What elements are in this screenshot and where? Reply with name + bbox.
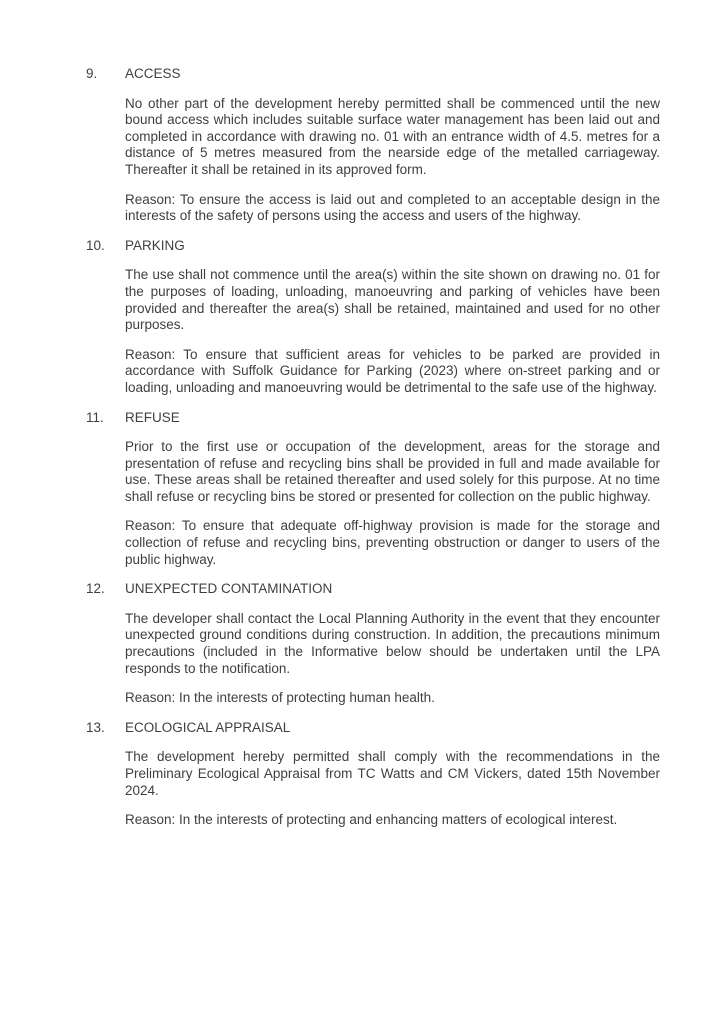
section-number: 12. bbox=[86, 581, 105, 597]
section-title: ACCESS bbox=[125, 66, 181, 81]
reason-paragraph: Reason: To ensure the access is laid out and completed to an acceptable design in the interests of the safety of persons using the access and users of the highway. bbox=[125, 191, 660, 224]
reason-paragraph: Reason: To ensure that sufficient areas for vehicles to be parked are provided in accordance with Suffolk Guidance for Parking (2023) where on-street parking and or loading, unloading and manoeuvring would be detrimental to the safe use of the highway. bbox=[125, 346, 660, 395]
condition-paragraph: No other part of the development hereby permitted shall be commenced until the new bound access which includes suitable surface water management has been laid out and completed in accordance with drawing no. 01 with an entrance width of 4.5. metres for a distance of 5 metres measured from the nearside edge of the metalled carriageway. Thereafter it shall be retained in its approved form. bbox=[125, 95, 660, 177]
section-unexpected-contamination bbox=[86, 581, 660, 707]
conditions-list bbox=[86, 66, 660, 829]
section-number: 13. bbox=[86, 719, 105, 735]
section-parking bbox=[86, 238, 660, 397]
reason-paragraph: Reason: In the interests of protecting human health. bbox=[125, 690, 435, 706]
section-access bbox=[86, 66, 660, 225]
section-title: UNEXPECTED CONTAMINATION bbox=[125, 581, 333, 597]
section-heading-row bbox=[86, 66, 660, 83]
section-heading-row bbox=[86, 410, 660, 427]
section-heading-row bbox=[86, 238, 660, 255]
section-number: 11. bbox=[86, 409, 104, 425]
reason-paragraph: Reason: To ensure that adequate off-highway provision is made for the storage and collection of refuse and recycling bins, preventing obstruction or danger to users of the public highway. bbox=[125, 518, 660, 567]
section-heading-row bbox=[86, 720, 660, 737]
condition-paragraph: Prior to the first use or occupation of the development, areas for the storage and presentation of refuse and recycling bins shall be provided in full and made available for use. These areas shall be retained thereafter and used solely for this purpose. At no time shall refuse or recycling bins be stored or presented for collection on the public highway. bbox=[125, 439, 660, 504]
section-title: REFUSE bbox=[125, 409, 180, 425]
section-number: 9. bbox=[86, 66, 98, 81]
section-number: 10. bbox=[86, 237, 105, 253]
reason-paragraph: Reason: In the interests of protecting and enhancing matters of ecological interest. bbox=[125, 812, 618, 828]
condition-paragraph: The use shall not commence until the area(s) within the site shown on drawing no. 01 for the purposes of loading, unloading, manoeuvring and parking of vehicles have been provided and thereafter the area(s) shall be retained, maintained and used for no other purposes. bbox=[125, 267, 660, 333]
condition-paragraph: The development hereby permitted shall comply with the recommendations in the Preliminary Ecological Appraisal from TC Watts and CM Vickers, dated 15th November 2024. bbox=[125, 749, 660, 798]
section-heading-row bbox=[86, 581, 660, 598]
section-refuse bbox=[86, 410, 660, 569]
section-title: PARKING bbox=[125, 237, 185, 253]
condition-paragraph: The developer shall contact the Local Planning Authority in the event that they encounter unexpected ground conditions during construction. In addition, the precautions minimum precautions (included in the Informative below should be undertaken until the LPA responds to the notification. bbox=[125, 610, 660, 676]
section-title: ECOLOGICAL APPRAISAL bbox=[125, 719, 291, 735]
section-ecological-appraisal bbox=[86, 720, 660, 829]
